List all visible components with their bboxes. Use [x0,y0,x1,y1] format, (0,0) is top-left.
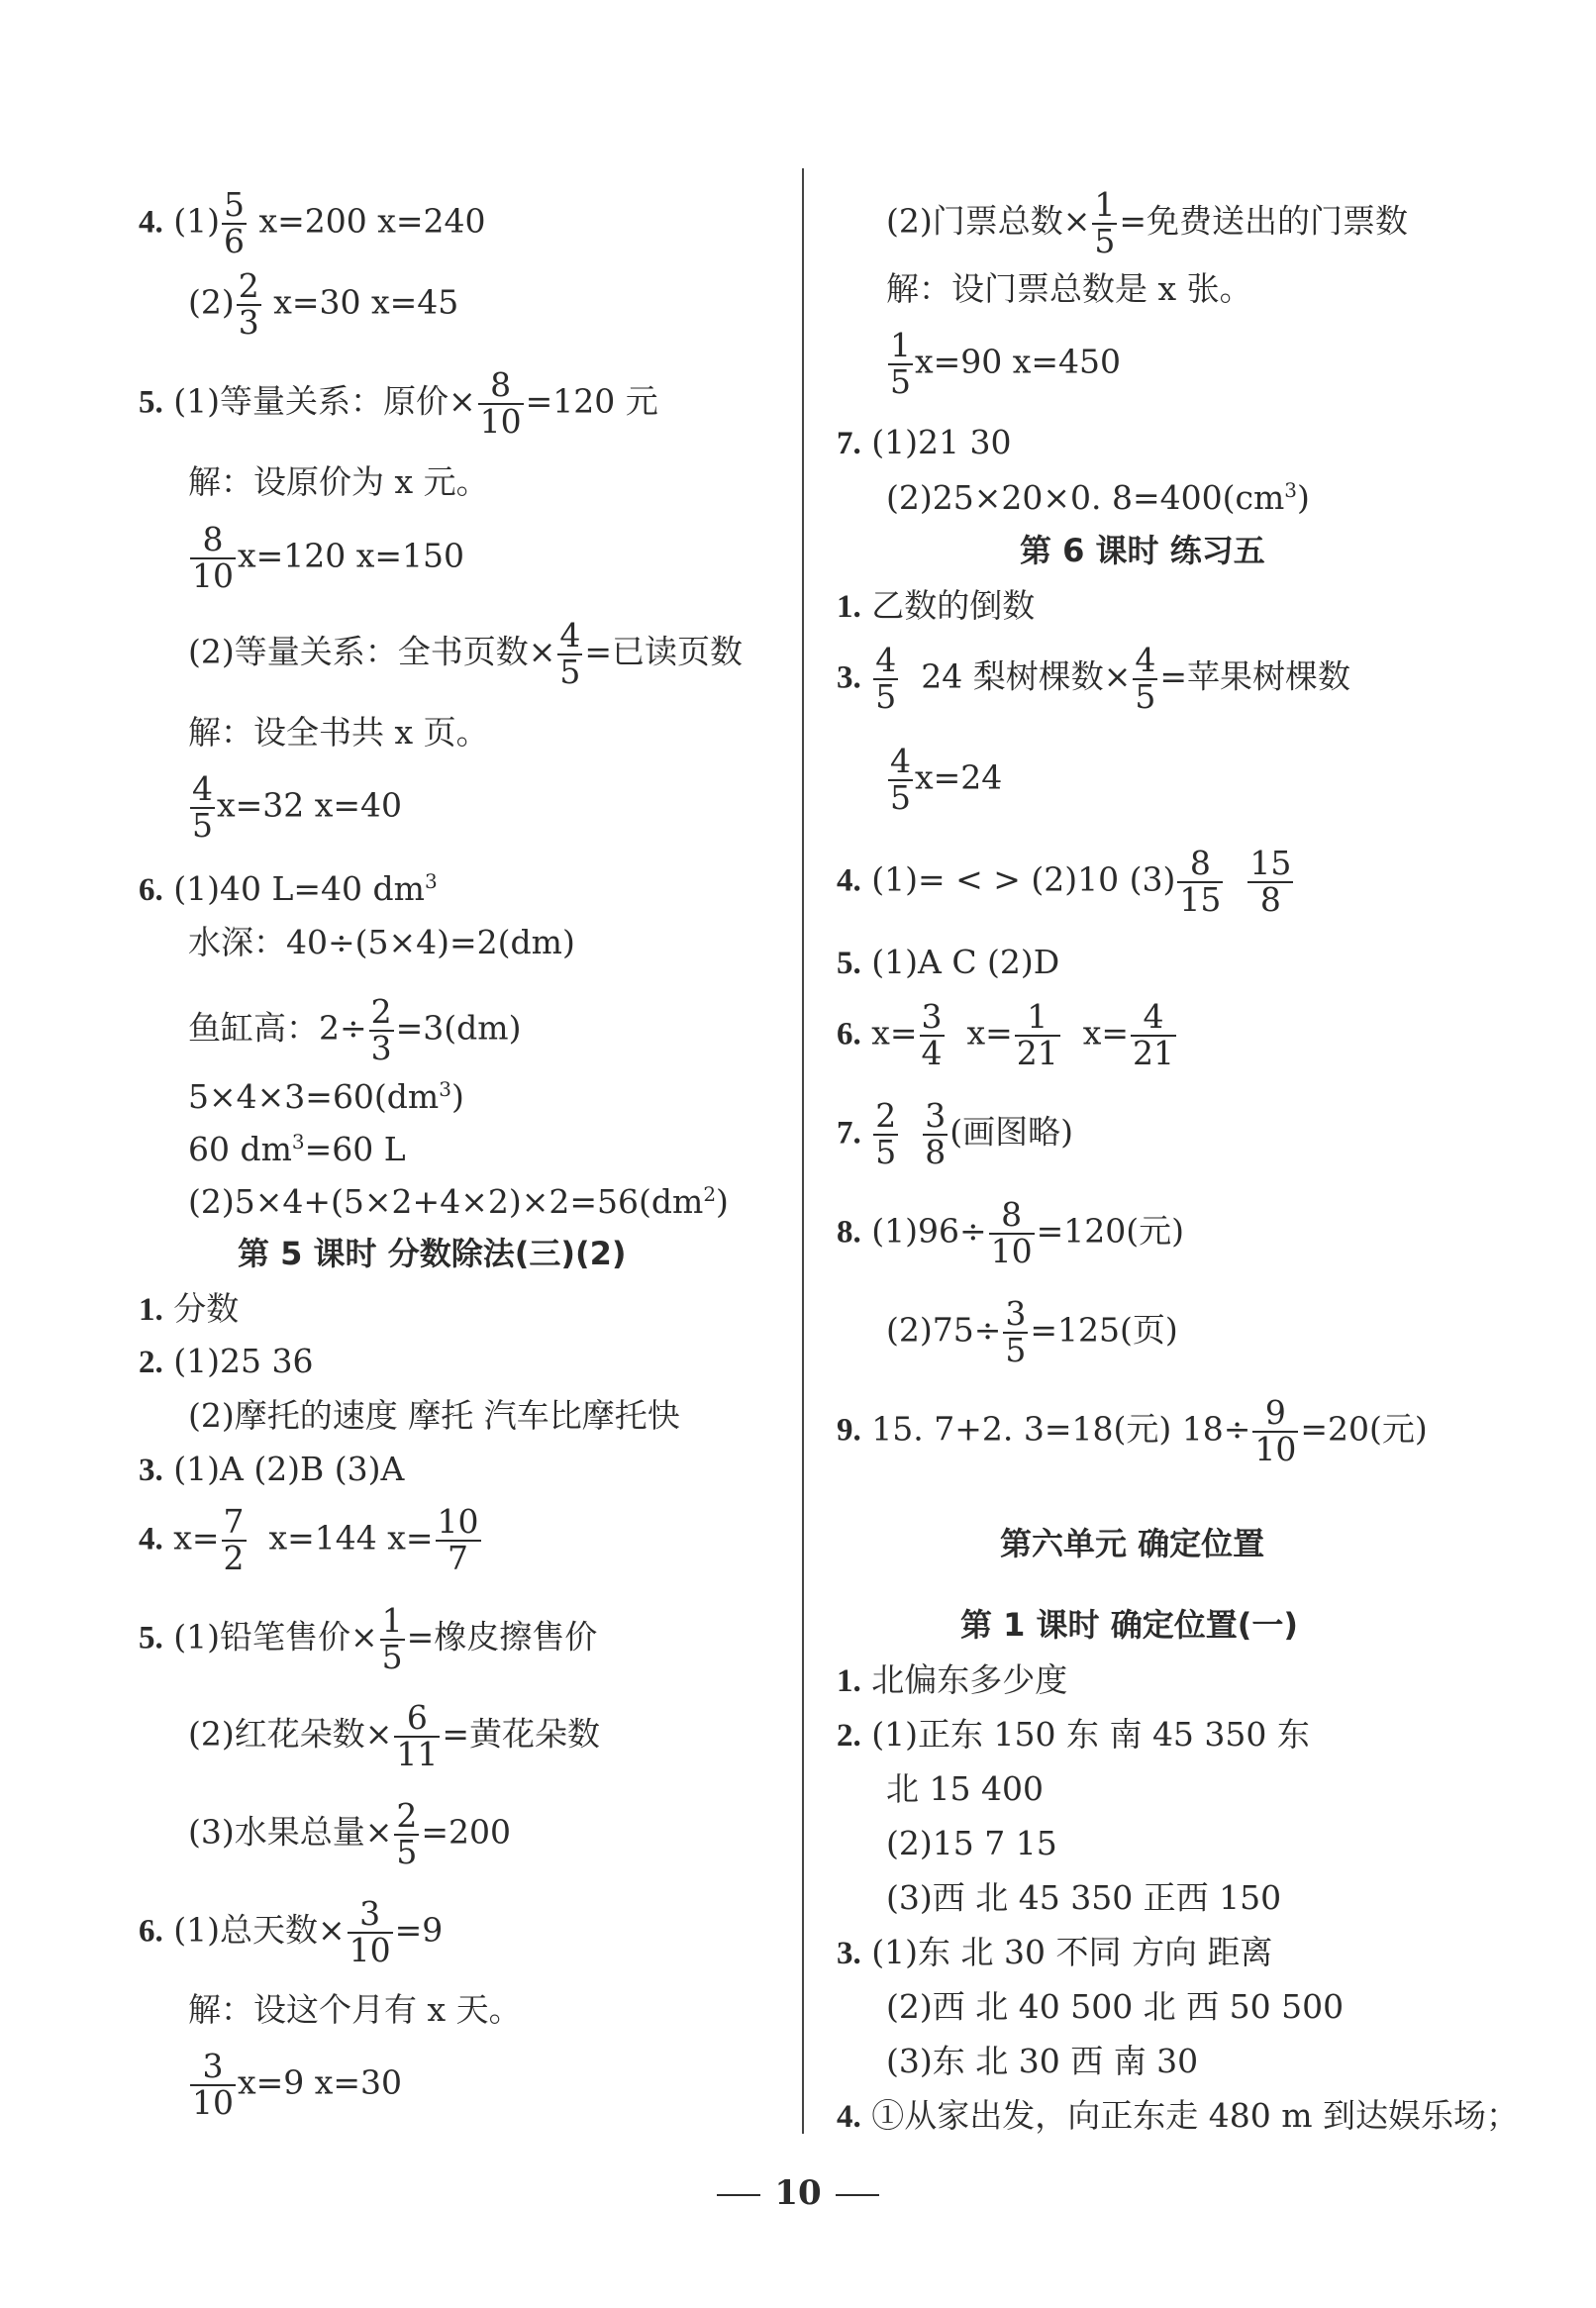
item-5-part2: (2)等量关系：全书页数× $\frac{4}{5}$ =已读页数 [188,616,744,691]
item-6: 6. x= $\frac{3}{4}$ x= $\frac{1}{21}$ x= $\frac{4}{21}$ [837,997,1175,1072]
text-line: 60 $dm^3=60$ L [188,1130,406,1168]
item-6: 6. (1)40 L=40 $dm^3$ [139,869,438,908]
text-line: $(2)5\times 4+(5\times 2+4\times 2)\times 2=56(dm^2)$ [188,1182,729,1221]
equation-line: $\frac{4}{5}$ x=24 [890,742,1003,817]
text-line: (2)红花朵数× $\frac{6}{11}$ =黄花朵数 [188,1698,601,1773]
item-1: 1. 北偏东多少度 [837,1660,1068,1699]
unit-heading: 第六单元 确定位置 [1000,1525,1265,1562]
page-number: 10 [0,2173,1596,2213]
text-line: (2)15 7 15 [886,1824,1057,1862]
item-5: 5. (1)A C (2)D [837,943,1060,981]
item-7b: 7. $\frac{2}{5}$ $\frac{3}{8}$ (画图略) [837,1096,1073,1171]
item-4: 4. ①从家出发，向正东走 480 m 到达娱乐场； [837,2096,1519,2135]
item-8: 8. (1)96÷ $\frac{8}{10}$ =120(元) [837,1195,1185,1270]
item-2: 2. (1)正东 150 东 南 45 350 东 [837,1715,1310,1754]
item-4-part2: (2) $\frac{2}{3}$ x=30 x=45 [188,266,459,342]
item-5: 5. (1)等量关系：原价× $\frac{8}{10}$ =120 元 [139,365,658,441]
text-line: 北 15 400 [886,1769,1044,1808]
text-line: 鱼缸高：2÷ $\frac{2}{3}$ =3(dm) [188,992,522,1067]
text-line: (3)西 北 45 350 正西 150 [886,1878,1282,1917]
item-1: 1. 乙数的倒数 [837,586,1036,625]
equation-line: $\frac{3}{10}$ x=9 x=30 [192,2047,402,2122]
equation-line: $\frac{1}{5}$ x=90 x=450 [890,326,1121,401]
item-4: 4. (1)= < > (2)10 (3) $\frac{8}{15}$ $\frac{15}{8}$ [837,844,1292,919]
text-line: (2)门票总数× $\frac{1}{5}$ =免费送出的门票数 [886,185,1409,260]
section-heading: 第 1 课时 确定位置(一) [960,1606,1298,1644]
column-divider [802,168,804,2134]
item-3: 3. (1)东 北 30 不同 方向 距离 [837,1933,1273,1971]
item-3: 3. $\frac{4}{5}$ 24 梨树棵数× $\frac{4}{5}$ =苹果树棵数 [837,641,1351,716]
solution-line: 解：设原价为 x 元。 [188,462,489,501]
solution-line: 解：设门票总数是 x 张。 [886,269,1252,308]
item-2: 2. (1)25 36 [139,1342,314,1380]
text-line: (2)75÷ $\frac{3}{5}$ =125(页) [886,1294,1178,1369]
item-1: 1. 分数 [139,1289,240,1328]
item-4: 4. (1) $\frac{5}{6}$ x=200 x=240 [139,185,486,260]
text-line: $5\times 4\times 3=60(dm^3)$ [188,1077,464,1116]
solution-line: 解：设全书共 x 页。 [188,713,489,752]
section-heading: 第 6 课时 练习五 [1020,532,1265,569]
item-9: 9. 15. 7+2. 3=18(元) 18÷ $\frac{9}{10}$ =20(元) [837,1393,1428,1468]
equation-line: $\frac{8}{10}$ x=120 x=150 [192,520,464,595]
section-heading: 第 5 课时 分数除法(三)(2) [238,1235,627,1272]
item-3: 3. (1)A (2)B (3)A [139,1450,405,1488]
text-line: (3)东 北 30 西 南 30 [886,2042,1199,2080]
item-5b: 5. (1)铅笔售价× $\frac{1}{5}$ =橡皮擦售价 [139,1601,598,1676]
text-line: (2)25×20×0. $8=400(cm^3)$ [886,478,1310,517]
equation-line: $\frac{4}{5}$ x=32 x=40 [192,769,402,845]
fraction: $\frac{5}{6}$ [224,185,245,260]
text-line: 水深：40÷(5×4)=2(dm) [188,923,575,961]
text-line: (3)水果总量× $\frac{2}{5}$ =200 [188,1796,512,1871]
item-6b: 6. (1)总天数× $\frac{3}{10}$ =9 [139,1894,444,1969]
text-line: (2)摩托的速度 摩托 汽车比摩托快 [188,1396,680,1435]
solution-line: 解：设这个月有 x 天。 [188,1990,522,2029]
item-4b: 4. x= $\frac{7}{2}$ x=144 x= $\frac{10}{7}$ [139,1502,479,1577]
text-line: (2)西 北 40 500 北 西 50 500 [886,1987,1345,2026]
item-7: 7. (1)21 30 [837,423,1012,461]
